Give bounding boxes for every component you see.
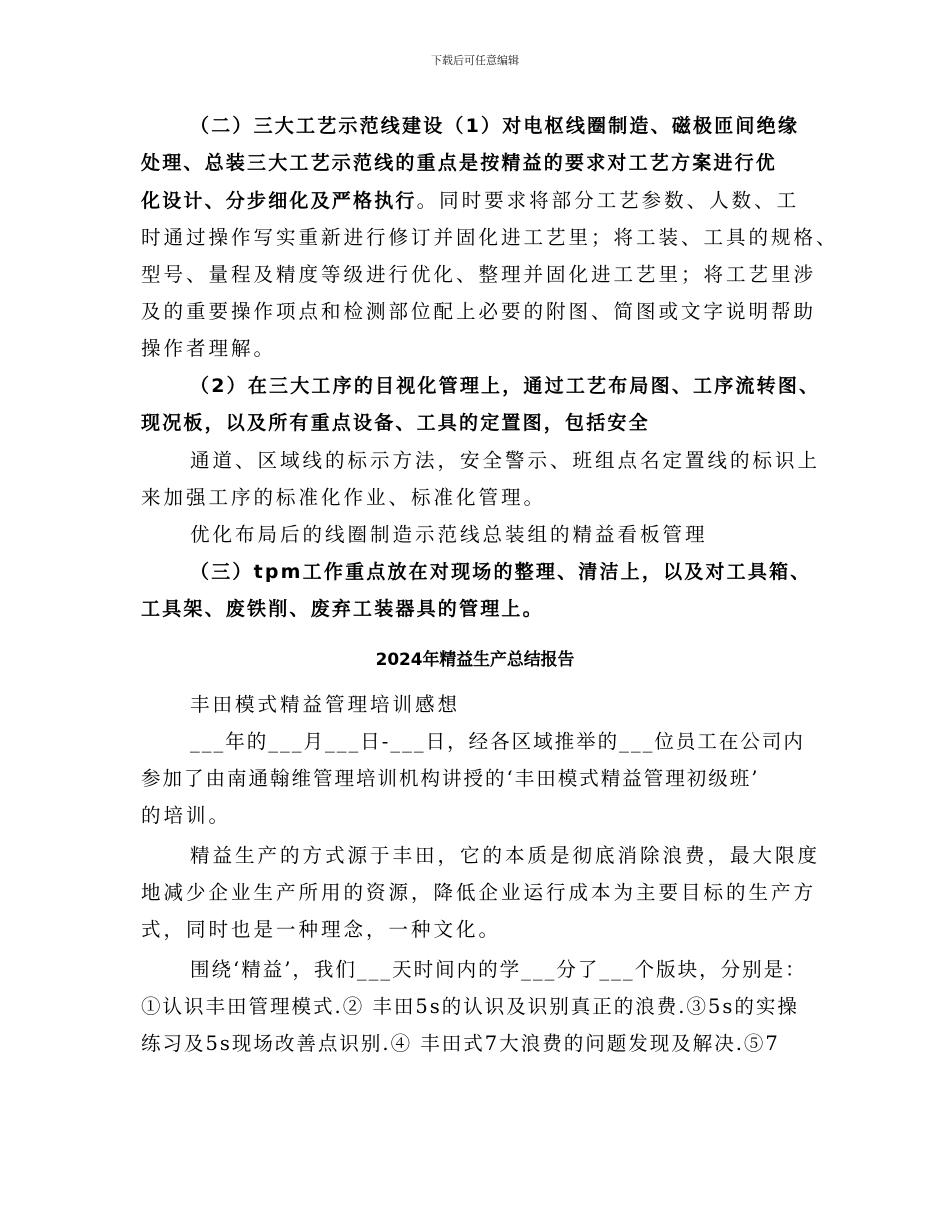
section-1-line-3 — [141, 191, 799, 211]
section-2-line-5: 优化布局后的线圈制造示范线总装组的精益看板管理 — [190, 523, 708, 546]
report-title: 2024年精益生产总结报告 — [375, 649, 575, 669]
section-1-line-2: 处理、总装三大工艺示范线的重点是按精益的要求对工艺方案进行优 — [141, 152, 778, 174]
section-2-line-4: 来加强工序的标准化作业、标准化管理。 — [141, 486, 547, 509]
section-1-line-1: （二）三大工艺示范线建设（1）对电枢线圈制造、磁极匝间绝缘 — [190, 115, 800, 137]
section-2-line-3: 通道、区域线的标示方法，安全警示、班组点名定置线的标识上 — [190, 449, 821, 472]
section-1-bold-fragment: 化设计、分步细化及严格执行 — [141, 190, 417, 212]
report-line-4: 的培训。 — [141, 804, 232, 827]
section-3-line-2: 工具架、废铁削、废弃工装器具的管理上。 — [141, 598, 544, 620]
report-line-5: 精益生产的方式源于丰田，它的本质是彻底消除浪费，最大限度 — [190, 844, 821, 867]
report-line-9: ①认识丰田管理模式.② 丰田5s的认识及识别真正的浪费.③5s的实操 — [141, 995, 799, 1018]
section-1-line-5: 型号、量程及精度等级进行优化、整理并固化进工艺里；将工艺里涉 — [141, 263, 817, 286]
page-header: 下载后可任意编辑 — [431, 54, 519, 67]
report-line-8: 围绕‘精益’，我们___天时间内的学___分了___个版块，分别是： — [190, 958, 807, 981]
section-3-line-1: （三）tpm工作重点放在对现场的整理、清洁上，以及对工具箱、 — [190, 561, 812, 583]
report-line-10: 练习及5s现场改善点识别.④ 丰田式7大浪费的问题发现及解决.⑤7 — [141, 1032, 780, 1055]
section-1-line-6: 及的重要操作项点和检测部位配上必要的附图、简图或文字说明帮助 — [141, 300, 817, 323]
report-line-2: ___年的___月___日-___日，经各区域推举的___位员工在公司内 — [190, 730, 805, 753]
report-line-3: 参加了由南通翰维管理培训机构讲授的‘丰田模式精益管理初级班’ — [141, 767, 760, 790]
report-line-7: 式，同时也是一种理念，一种文化。 — [141, 918, 502, 941]
section-2-line-2: 现况板，以及所有重点设备、工具的定置图，包括安全 — [141, 412, 650, 434]
report-line-1: 丰田模式精益管理培训感想 — [190, 693, 461, 716]
section-2-line-1: （2）在三大工序的目视化管理上，通过工艺布局图、工序流转图、 — [190, 375, 821, 397]
section-1-line-7: 操作者理解。 — [141, 337, 277, 360]
section-1-normal-fragment: 。同时要求将部分工艺参数、人数、工 — [416, 189, 800, 212]
section-1-line-4: 时通过操作写实重新进行修订并固化进工艺里；将工装、工具的规格、 — [141, 226, 839, 249]
report-line-6: 地减少企业生产所用的资源，降低企业运行成本为主要目标的生产方 — [141, 881, 817, 904]
